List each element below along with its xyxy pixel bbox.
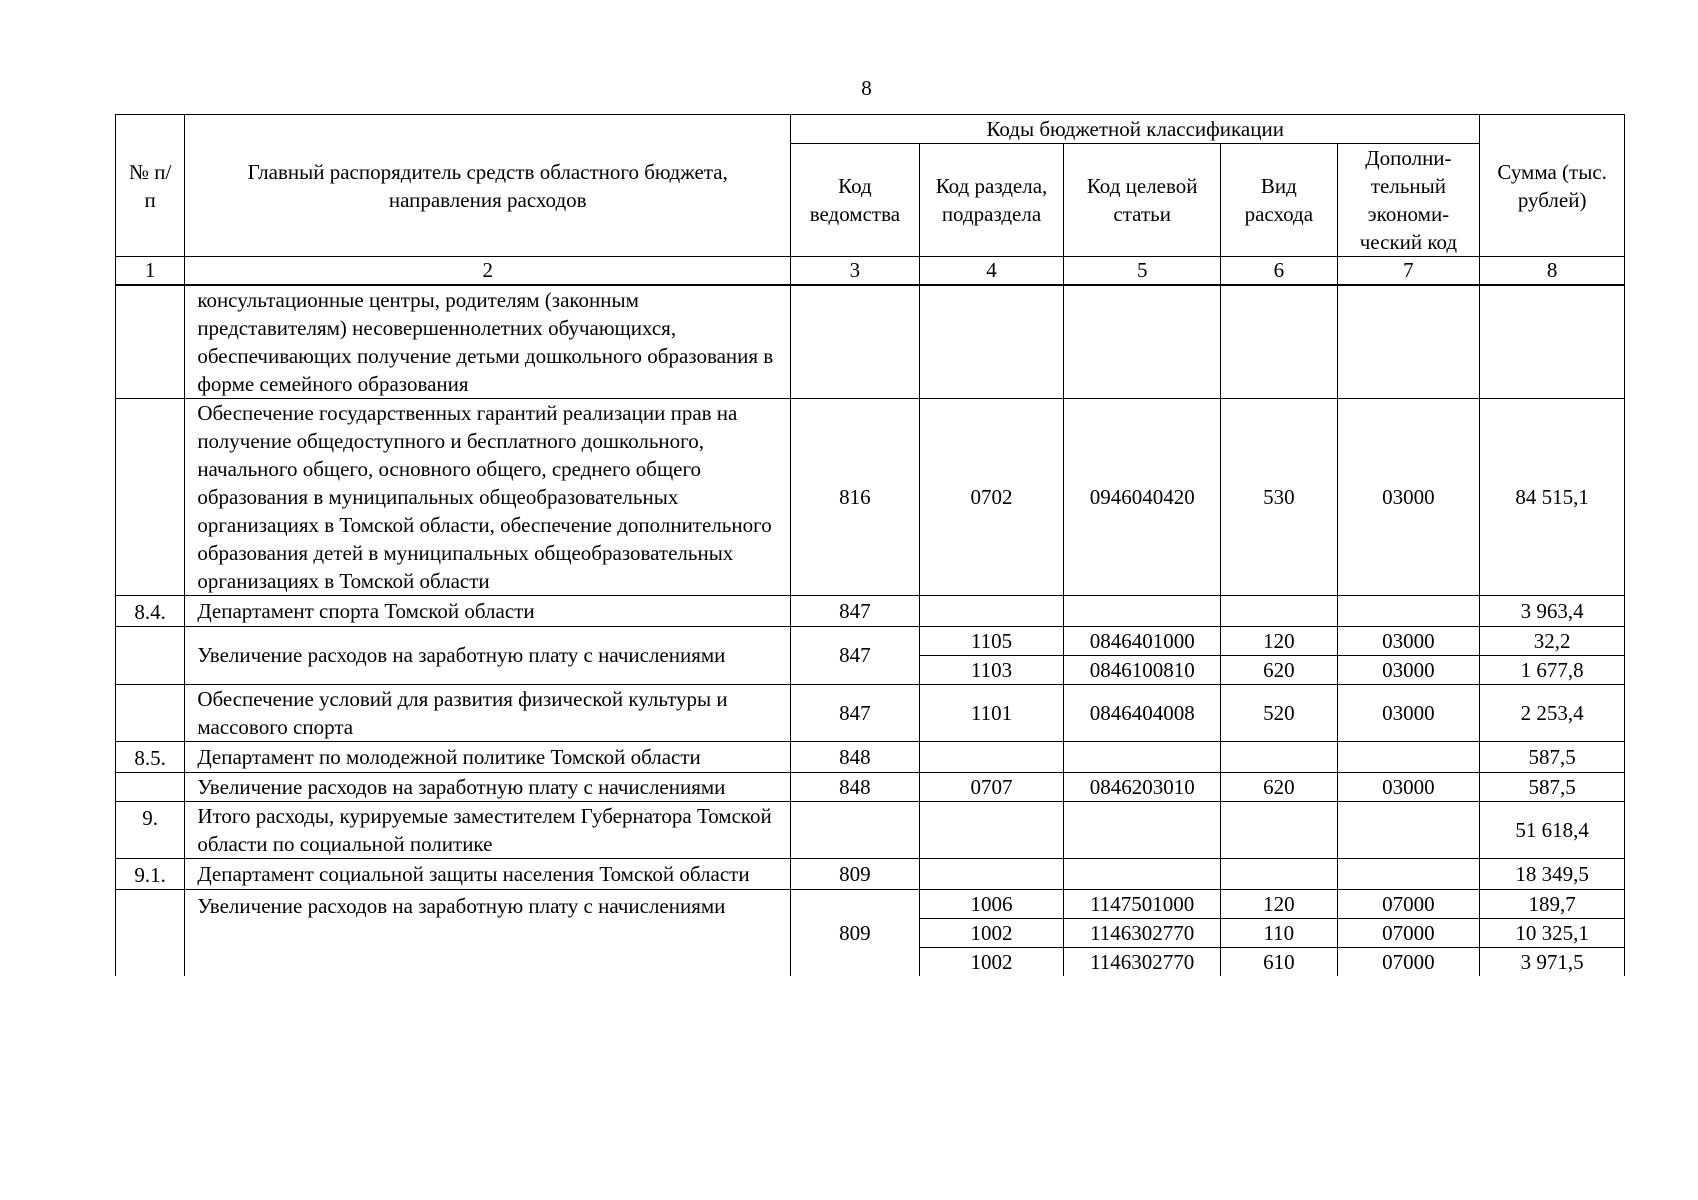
sum-value: 10 325,1: [1480, 918, 1625, 947]
row-name: Увеличение расходов на заработную плату с начислениями: [185, 772, 791, 801]
sum-value: 32,2: [1480, 626, 1625, 655]
section-code: [919, 595, 1064, 626]
expense-type: 120: [1221, 626, 1338, 655]
sum-value: 3 971,5: [1480, 947, 1625, 976]
page-number: 8: [861, 76, 872, 100]
sum-value: 587,5: [1480, 772, 1625, 801]
row-name: Обеспечение условий для развития физической культуры и массового спорта: [185, 684, 791, 741]
extra-code: 03000: [1337, 772, 1480, 801]
table-row: [116, 595, 1625, 626]
column-number: 2: [185, 257, 791, 285]
extra-code: 07000: [1337, 918, 1480, 947]
section-code: 1002: [919, 918, 1064, 947]
row-number: [116, 398, 185, 595]
sum-value: 3 963,4: [1480, 595, 1625, 626]
expense-type: 620: [1221, 772, 1338, 801]
sum-value: 18 349,5: [1480, 858, 1625, 889]
target-code: 0846100810: [1064, 655, 1221, 684]
row-name: Итого расходы, курируемые заместителем Губернатора Томской области по социальной политике: [185, 801, 791, 858]
table-row: [116, 801, 1625, 858]
dept-code: [791, 801, 920, 858]
target-code: 0946040420: [1064, 398, 1221, 595]
expense-type: 120: [1221, 889, 1338, 918]
section-code: [919, 858, 1064, 889]
extra-code: 07000: [1337, 889, 1480, 918]
expense-type: 530: [1221, 398, 1338, 595]
section-code: [919, 741, 1064, 772]
extra-code: [1337, 285, 1480, 399]
row-number: 9.1.: [116, 858, 185, 889]
sum-value: 1 677,8: [1480, 655, 1625, 684]
section-code: 0702: [919, 398, 1064, 595]
column-number: 6: [1221, 257, 1338, 285]
dept-code: 847: [791, 595, 920, 626]
extra-code: [1337, 858, 1480, 889]
table-row: [116, 398, 1625, 595]
row-number: [116, 285, 185, 399]
sum-value: 587,5: [1480, 741, 1625, 772]
sum-value: 51 618,4: [1480, 801, 1625, 858]
column-number: 7: [1337, 257, 1480, 285]
extra-code: [1337, 741, 1480, 772]
table-row: [116, 889, 1625, 918]
row-number: 8.4.: [116, 595, 185, 626]
dept-code: 809: [791, 858, 920, 889]
section-code: 1105: [919, 626, 1064, 655]
table-row: [116, 285, 1625, 399]
target-code: 1146302770: [1064, 947, 1221, 976]
row-name: Обеспечение государственных гарантий реализации прав на получение общедоступного и бесплатного дошкольного, начального общего, основного общего, среднего общего образования в муниципальных общеобразовательных организациях в Томской области, обеспечение дополнительного образования детей в муниципальных общеобразовательных организациях в Томской области: [185, 398, 791, 595]
target-code: 1146302770: [1064, 918, 1221, 947]
extra-code: 03000: [1337, 626, 1480, 655]
dept-code: 848: [791, 741, 920, 772]
section-code: 1006: [919, 889, 1064, 918]
section-code: 0707: [919, 772, 1064, 801]
sum-value: 189,7: [1480, 889, 1625, 918]
row-name: Департамент спорта Томской области: [185, 595, 791, 626]
extra-code: 03000: [1337, 684, 1480, 741]
section-code: [919, 285, 1064, 399]
dept-code: 847: [791, 684, 920, 741]
expense-type: [1221, 741, 1338, 772]
target-code: [1064, 741, 1221, 772]
extra-code: [1337, 595, 1480, 626]
expense-type: 620: [1221, 655, 1338, 684]
row-number: [116, 684, 185, 741]
expense-type: [1221, 801, 1338, 858]
column-number: 1: [116, 257, 185, 285]
row-name: Департамент по молодежной политике Томской области: [185, 741, 791, 772]
row-number: [116, 889, 185, 976]
target-code: 0846404008: [1064, 684, 1221, 741]
budget-table: [115, 114, 1625, 976]
sum-value: 2 253,4: [1480, 684, 1625, 741]
header-expense-type: Вид расхода: [1221, 144, 1338, 257]
header-dept-code: Код ведомства: [791, 144, 920, 257]
target-code: 1147501000: [1064, 889, 1221, 918]
table-row: [116, 741, 1625, 772]
section-code: [919, 801, 1064, 858]
extra-code: 07000: [1337, 947, 1480, 976]
target-code: [1064, 285, 1221, 399]
section-code: 1002: [919, 947, 1064, 976]
dept-code: 847: [791, 626, 920, 684]
dept-code: 848: [791, 772, 920, 801]
extra-code: 03000: [1337, 655, 1480, 684]
row-name: Увеличение расходов на заработную плату с начислениями: [185, 626, 791, 684]
column-number: 8: [1480, 257, 1625, 285]
header-extra-code: Дополни-тельный экономи-ческий код: [1337, 144, 1480, 257]
expense-type: [1221, 858, 1338, 889]
section-code: 1101: [919, 684, 1064, 741]
table-row: [116, 772, 1625, 801]
column-number: 3: [791, 257, 920, 285]
header-no: № п/п: [116, 115, 185, 257]
expense-type: 610: [1221, 947, 1338, 976]
header-sum: Сумма (тыс. рублей): [1480, 115, 1625, 257]
row-number: 9.: [116, 801, 185, 858]
row-name: консультационные центры, родителям (законным представителям) несовершеннолетних обучающихся, обеспечивающих получение детьми дошкольного образования в форме семейного образования: [185, 285, 791, 399]
expense-type: [1221, 285, 1338, 399]
expense-type: [1221, 595, 1338, 626]
target-code: [1064, 595, 1221, 626]
table-row: [116, 626, 1625, 655]
row-name: Увеличение расходов на заработную плату с начислениями: [185, 889, 791, 976]
extra-code: 03000: [1337, 398, 1480, 595]
expense-type: 520: [1221, 684, 1338, 741]
row-number: [116, 626, 185, 684]
sum-value: [1480, 285, 1625, 399]
table-row: [116, 858, 1625, 889]
column-number: 4: [919, 257, 1064, 285]
expense-type: 110: [1221, 918, 1338, 947]
row-name: Департамент социальной защиты населения Томской области: [185, 858, 791, 889]
header-name: Главный распорядитель средств областного бюджета, направления расходов: [185, 115, 791, 257]
sum-value: 84 515,1: [1480, 398, 1625, 595]
dept-code: 816: [791, 398, 920, 595]
target-code: [1064, 801, 1221, 858]
table-row: [116, 684, 1625, 741]
dept-code: [791, 285, 920, 399]
row-number: [116, 772, 185, 801]
target-code: 0846401000: [1064, 626, 1221, 655]
header-codes-group: Коды бюджетной классификации: [791, 115, 1480, 144]
section-code: 1103: [919, 655, 1064, 684]
header-section-code: Код раздела, подраздела: [919, 144, 1064, 257]
extra-code: [1337, 801, 1480, 858]
dept-code: 809: [791, 889, 920, 976]
column-number: 5: [1064, 257, 1221, 285]
target-code: [1064, 858, 1221, 889]
target-code: 0846203010: [1064, 772, 1221, 801]
row-number: 8.5.: [116, 741, 185, 772]
header-target-code: Код целевой статьи: [1064, 144, 1221, 257]
